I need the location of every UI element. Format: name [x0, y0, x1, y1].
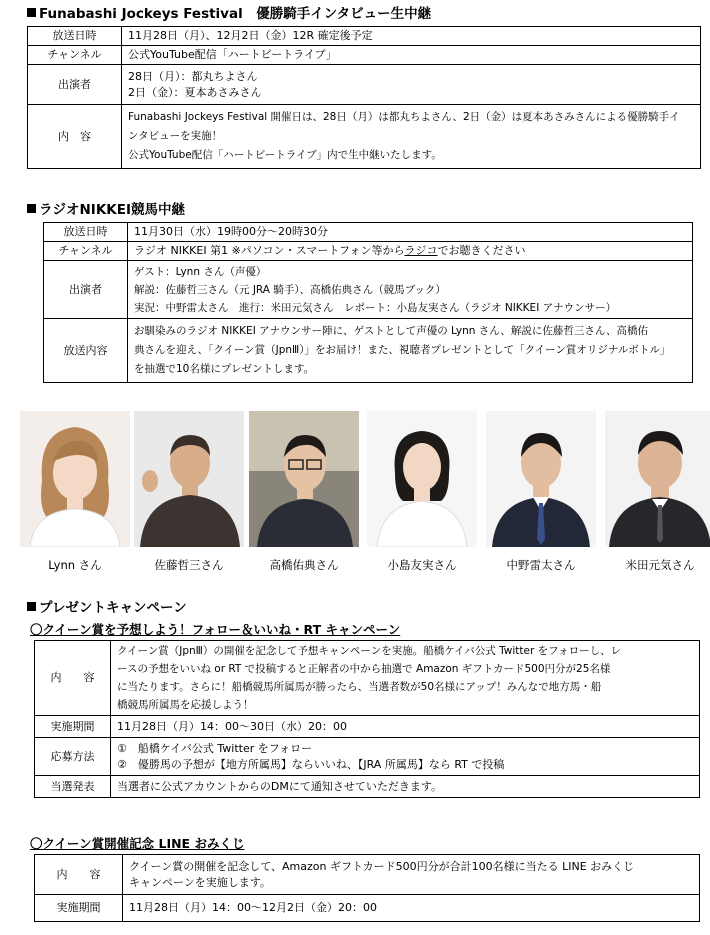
- portrait-photo-icon: [486, 411, 596, 547]
- row-text: ① 船橋ケイバ公式 Twitter をフォロー: [117, 741, 313, 755]
- row-label: 出演者: [28, 65, 122, 105]
- caption-yoneda: 米田元気さん: [625, 558, 695, 572]
- table-row: [35, 716, 700, 738]
- row-label: 実施期間: [35, 716, 111, 738]
- portrait-photo-icon: [367, 411, 477, 547]
- table-row: [28, 46, 701, 65]
- row-label: チャンネル: [44, 242, 128, 261]
- row-value: [111, 738, 700, 776]
- table-row: [35, 855, 700, 895]
- row-value: [128, 261, 693, 319]
- row-text: 公式YouTube配信「ハートビートライブ」内で生中継いたします。: [128, 149, 442, 161]
- portrait-kojima: [367, 411, 477, 547]
- caption-sato: 佐藤哲三さん: [154, 558, 224, 572]
- portrait-nakano: [486, 411, 596, 547]
- row-label: 当選発表: [35, 776, 111, 798]
- row-label: 内 容: [28, 105, 122, 169]
- row-value: [128, 242, 693, 261]
- row-value: [122, 46, 701, 65]
- table-row: [28, 105, 701, 169]
- section-title-text: プレゼントキャンペーン: [39, 600, 187, 616]
- jockeys-festival-table: [27, 26, 701, 169]
- row-value: [122, 65, 701, 105]
- square-bullet-icon: [27, 8, 36, 17]
- row-label: 放送内容: [44, 319, 128, 383]
- row-value: [111, 716, 700, 738]
- section-title-present-campaign: [27, 600, 187, 616]
- row-text: ゲスト：Lynn さん（声優）: [134, 265, 267, 278]
- row-text: ースの予想をいいね or RT で投稿すると正解者の中から抽選で Amazon ギフトカード500円分が25名様: [117, 663, 611, 675]
- row-text: ② 優勝馬の予想が【地方所属馬】ならいいね、【JRA 所属馬】なら RT で投稿: [117, 757, 505, 771]
- portrait-lynn: [20, 411, 130, 547]
- row-value: [123, 855, 700, 895]
- table-row: [28, 65, 701, 105]
- portrait-photo-icon: [20, 411, 130, 547]
- table-row: [35, 895, 700, 922]
- caption-nakano: 中野雷太さん: [506, 558, 576, 572]
- row-label: 内 容: [35, 855, 123, 895]
- section-title-jockeys-festival: [27, 6, 431, 22]
- table-row: [35, 738, 700, 776]
- row-value: [111, 641, 700, 716]
- radio-nikkei-table: [43, 222, 693, 383]
- table-row: [35, 776, 700, 798]
- portrait-takahashi: [249, 411, 359, 547]
- row-value: [111, 776, 700, 798]
- row-label: 実施期間: [35, 895, 123, 922]
- row-label: 出演者: [44, 261, 128, 319]
- row-text: クイーン賞の開催を記念して、Amazon ギフトカード500円分が合計100名様に当たる LINE おみくじ: [129, 859, 635, 873]
- row-text: 28日（月）：都丸ちよさん: [128, 69, 258, 83]
- row-text: クイーン賞（JpnⅢ）の開催を記念して予想キャンペーンを実施。船橋ケイバ公式 Twitter をフォローし、レ: [117, 645, 622, 657]
- row-text: を抽選で10名様にプレゼントします。: [134, 363, 315, 375]
- caption-lynn: Lynn さん: [48, 558, 102, 572]
- row-text: 橋競馬所属馬を応援しよう！: [117, 699, 254, 711]
- campaign1-table: [34, 640, 700, 798]
- square-bullet-icon: [27, 602, 36, 611]
- row-text: 11月28日（月）14：00～30日（水）20：00: [117, 719, 347, 733]
- row-value: [128, 223, 693, 242]
- portrait-sato: [134, 411, 244, 547]
- row-text: ンタビューを実施！: [128, 130, 223, 142]
- row-value: [123, 895, 700, 922]
- campaign1-title: 〇クイーン賞を予想しよう！フォロー＆いいね・RT キャンペーン: [30, 622, 401, 637]
- table-row: [44, 261, 693, 319]
- row-text: でお聴きください: [437, 244, 526, 257]
- row-text: 11月28日（月）、12月2日（金）12R 確定後予定: [128, 29, 373, 42]
- campaign2-table: [34, 854, 700, 922]
- campaign2-title: 〇クイーン賞開催記念 LINE おみくじ: [30, 836, 245, 851]
- caption-takahashi: 高橋佑典さん: [269, 558, 339, 572]
- row-label: 応募方法: [35, 738, 111, 776]
- row-label: 放送日時: [44, 223, 128, 242]
- row-text: お馴染みのラジオ NIKKEI アナウンサー陣に、ゲストとして声優の Lynn さん、解説に佐藤哲三さん、高橋佑: [134, 325, 649, 337]
- caption-kojima: 小島友実さん: [387, 558, 457, 572]
- square-bullet-icon: [27, 204, 36, 213]
- row-value: [122, 105, 701, 169]
- section-title-radio-nikkei: [27, 202, 185, 218]
- section-title-text: Funabashi Jockeys Festival 優勝騎手インタビュー生中継: [39, 6, 432, 22]
- row-label: 内 容: [35, 641, 111, 716]
- table-row: [35, 641, 700, 716]
- portrait-yoneda: [605, 411, 710, 547]
- row-text: Funabashi Jockeys Festival 開催日は、28日（月）は都丸ちよさん、2日（金）は夏本あさみさんによる優勝騎手イ: [128, 111, 680, 123]
- section-title-text: ラジオNIKKEI競馬中継: [39, 202, 185, 218]
- row-text: 当選者に公式アカウントからのDMにて通知させていただきます。: [117, 779, 442, 793]
- radiko-link[interactable]: ラジコ: [404, 244, 438, 257]
- row-value: [128, 319, 693, 383]
- row-label: チャンネル: [28, 46, 122, 65]
- row-text: 11月28日（月）14：00～12月2日（金）20：00: [129, 901, 377, 914]
- row-text: 解説：佐藤哲三さん（元 JRA 騎手）、高橋佑典さん（競馬ブック）: [134, 283, 446, 296]
- row-text: 公式YouTube配信「ハートビートライブ」: [128, 48, 337, 61]
- table-row: [44, 242, 693, 261]
- table-row: [44, 223, 693, 242]
- row-value: [122, 27, 701, 46]
- row-label: 放送日時: [28, 27, 122, 46]
- table-row: [44, 319, 693, 383]
- row-text: キャンペーンを実施します。: [129, 875, 271, 889]
- row-text: 典さんを迎え、「クイーン賞（JpnⅢ）」をお届け！また、視聴者プレゼントとして「クイーン賞オリジナルボトル」: [134, 344, 671, 356]
- row-text: に当たります。さらに！船橋競馬所属馬が勝ったら、当選者数が50名様にアップ！みんなで地方馬・船: [117, 681, 602, 693]
- row-text: 2日（金）：夏本あさみさん: [128, 85, 262, 99]
- row-text: ラジオ NIKKEI 第1 ※パソコン・スマートフォン等から: [134, 244, 405, 257]
- table-row: [28, 27, 701, 46]
- portrait-photo-icon: [605, 411, 710, 547]
- row-text: 11月30日（水）19時00分～20時30分: [134, 225, 328, 238]
- portrait-photo-icon: [249, 411, 359, 547]
- row-text: 実況：中野雷太さん 進行：米田元気さん レポート：小島友実さん（ラジオ NIKKEI アナウンサー）: [134, 301, 617, 314]
- portrait-photo-icon: [134, 411, 244, 547]
